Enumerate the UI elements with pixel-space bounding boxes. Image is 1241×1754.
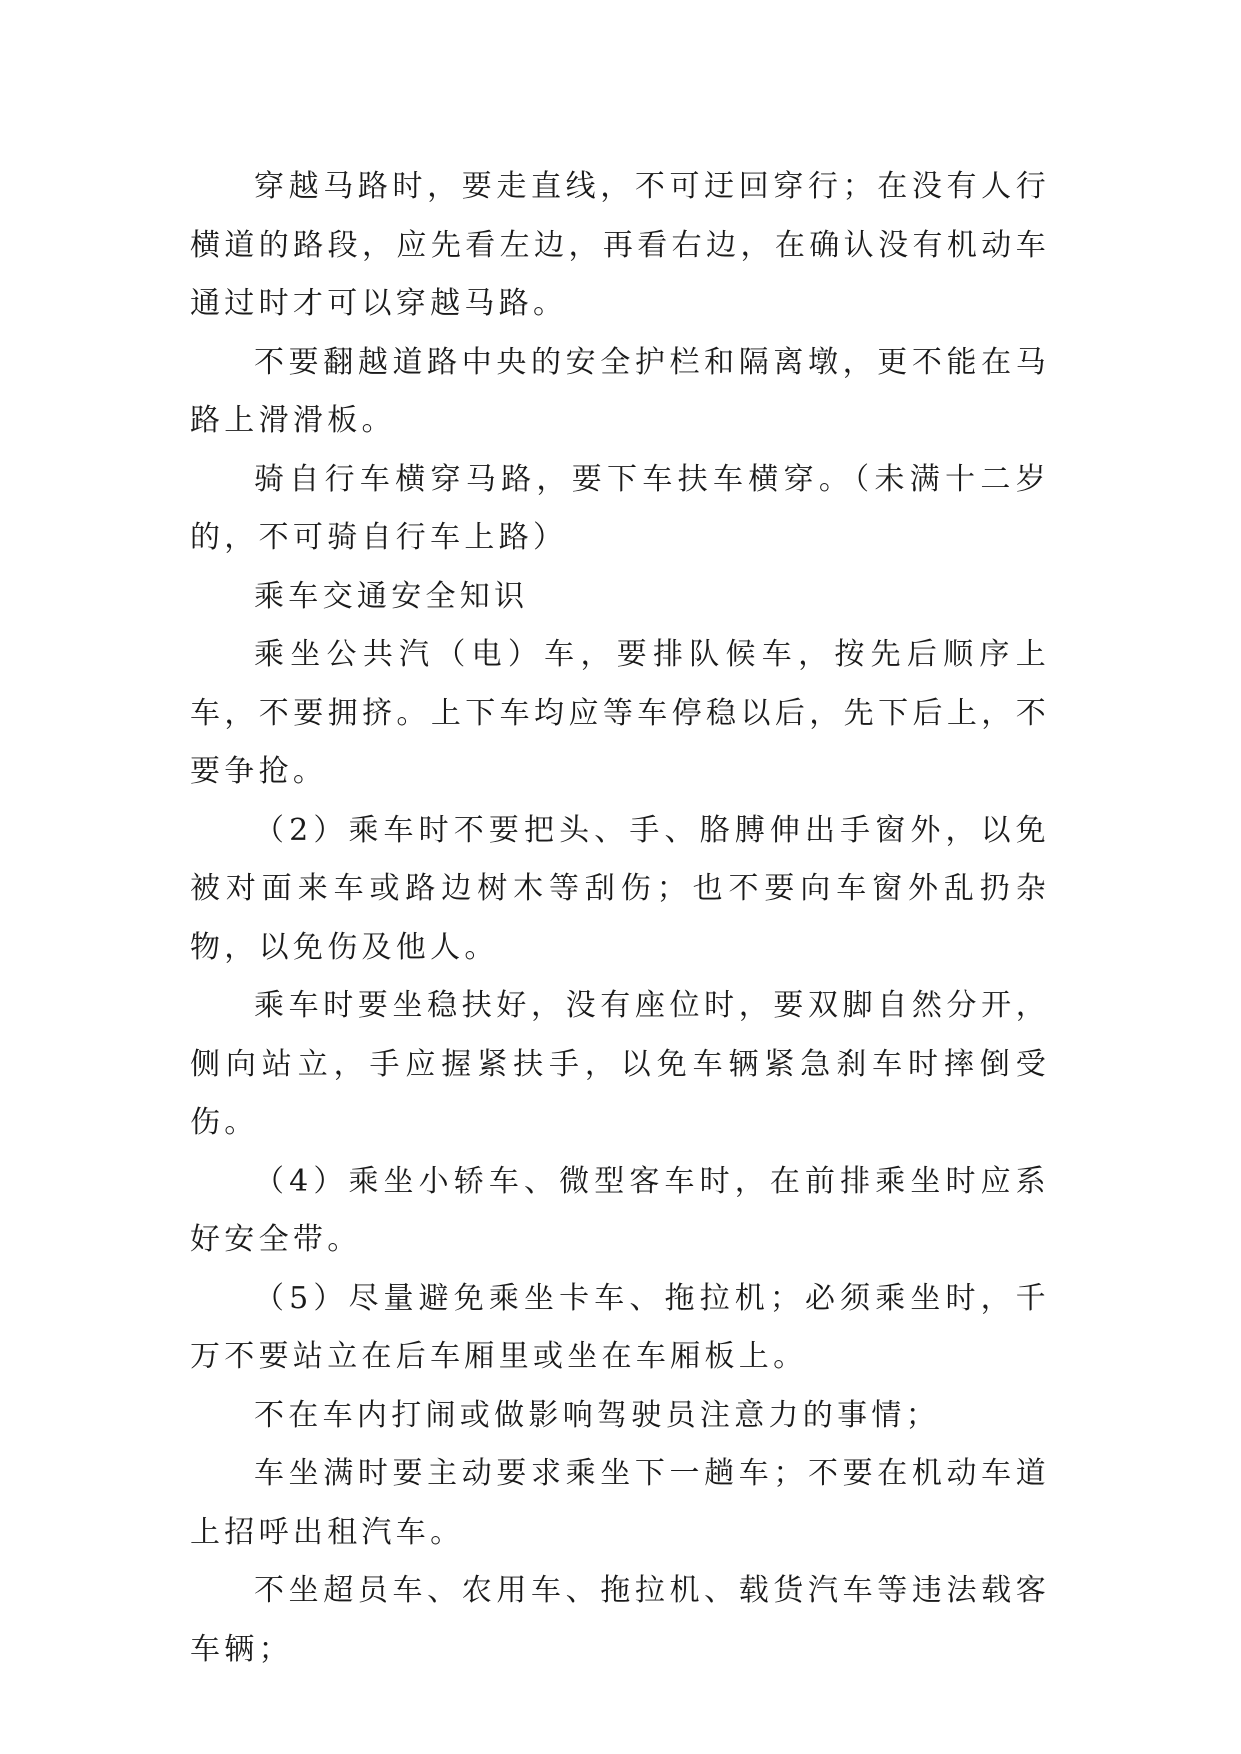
paragraph-full-bus: 车坐满时要主动要求乘坐下一趟车；不要在机动车道上招呼出租汽车。 [190,1456,1050,1550]
section-heading-riding-safety: 乘车交通安全知识 [254,578,529,614]
paragraph-crossing-road: 穿越马路时，要走直线，不可迂回穿行；在没有人行横道的路段，应先看左边，再看右边，在确认没有机动车通过时才可以穿越马路。 [190,169,1050,321]
paragraph-hold-handrail: 乘车时要坐稳扶好，没有座位时，要双脚自然分开，侧向站立，手应握紧扶手，以免车辆紧急刹车时摔倒受伤。 [190,988,1050,1140]
paragraph-no-distraction: 不在车内打闹或做影响驾驶员注意力的事情； [254,1397,940,1433]
document-body [190,158,1050,1679]
paragraph-item-5: （5）尽量避免乘坐卡车、拖拉机；必须乘坐时，千万不要站立在后车厢里或坐在车厢板上。 [190,1280,1050,1374]
paragraph-illegal-vehicles: 不坐超员车、农用车、拖拉机、载货汽车等违法载客车辆； [190,1573,1050,1667]
paragraph-bicycle-crossing: 骑自行车横穿马路，要下车扶车横穿。（未满十二岁的，不可骑自行车上路） [190,461,1050,555]
paragraph-bus-queue: 乘坐公共汽（电）车，要排队候车，按先后顺序上车，不要拥挤。上下车均应等车停稳以后，先下后上，不要争抢。 [190,637,1050,789]
paragraph-item-4: （4）乘坐小轿车、微型客车时，在前排乘坐时应系好安全带。 [190,1163,1050,1257]
paragraph-item-2: （2）乘车时不要把头、手、胳膊伸出手窗外，以免被对面来车或路边树木等刮伤；也不要向车窗外乱扔杂物，以免伤及他人。 [190,812,1050,965]
paragraph-no-climbing-barrier: 不要翻越道路中央的安全护栏和隔离墩，更不能在马路上滑滑板。 [190,344,1050,438]
